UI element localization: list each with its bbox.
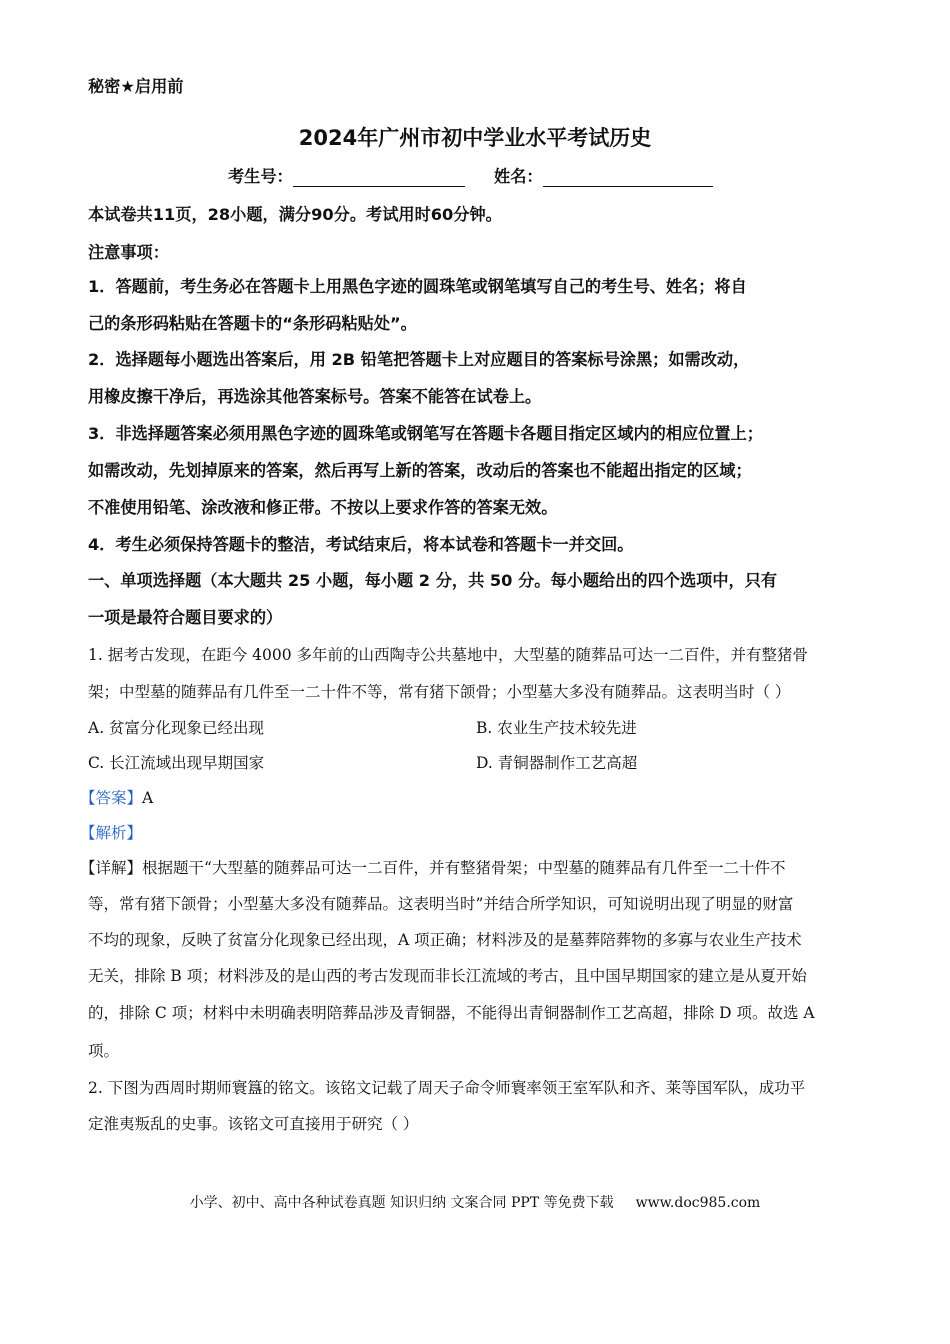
name-blank	[543, 168, 713, 187]
question-1-detail-line-1	[80, 858, 785, 878]
footer-url[interactable]: www.doc985.com	[635, 1195, 761, 1211]
question-1-stem-line-2: 架；中型墓的随葬品有几件至一二十件不等，常有猪下颌骨；小型墓大多没有随葬品。这表明当时（ ）	[88, 683, 791, 701]
notice-3-line-3: 不准使用铅笔、涂改液和修正带。不按以上要求作答的答案无效。	[88, 498, 558, 517]
question-1-detail-line-3: 不均的现象，反映了贫富分化现象已经出现，A 项正确；材料涉及的是墓葬陪葬物的多寡与农业生产技术	[88, 931, 802, 949]
exam-summary: 本试卷共11页，28小题，满分90分。考试用时60分钟。	[88, 205, 502, 224]
answer-value: A	[142, 789, 154, 807]
detail-text: 根据题干“大型墓的随葬品可达一二百件，并有整猪骨架；中型墓的随葬品有几件至一二十件不	[142, 859, 786, 877]
exam-number-label: 考生号：	[228, 167, 293, 186]
exam-title: 2024年广州市初中学业水平考试历史	[298, 126, 652, 150]
candidate-info-row	[228, 167, 713, 187]
question-1-option-a: A. 贫富分化现象已经出现	[88, 719, 265, 737]
name-label: 姓名：	[494, 167, 543, 186]
notice-2-line-1: 2．选择题每小题选出答案后，用 2B 铅笔把答题卡上对应题目的答案标号涂黑；如需改动，	[88, 350, 750, 369]
footer-text: 小学、初中、高中各种试卷真题 知识归纳 文案合同 PPT 等免费下载	[189, 1195, 614, 1211]
notice-3-line-1: 3．非选择题答案必须用黑色字迹的圆珠笔或钢笔写在答题卡各题目指定区域内的相应位置上；	[88, 424, 763, 443]
page-footer	[0, 1192, 950, 1212]
question-1-stem-line-1: 1. 据考古发现，在距今 4000 多年前的山西陶寺公共墓地中，大型墓的随葬品可达一二百件，并有整猪骨	[88, 646, 809, 664]
secret-label: 秘密★启用前	[88, 77, 184, 96]
question-2-stem-line-2: 定淮夷叛乱的史事。该铭文可直接用于研究（ ）	[88, 1115, 419, 1133]
exam-number-blank	[293, 168, 465, 187]
question-1-detail-line-2: 等，常有猪下颌骨；小型墓大多没有随葬品。这表明当时”并结合所学知识，可知说明出现了明显的财富	[88, 895, 794, 913]
analysis-tag: 【解析】	[80, 824, 143, 842]
question-1-option-c: C. 长江流域出现早期国家	[88, 754, 265, 772]
notice-2-line-2: 用橡皮擦干净后，再选涂其他答案标号。答案不能答在试卷上。	[88, 387, 542, 406]
notice-1-line-1: 1．答题前，考生务必在答题卡上用黑色字迹的圆珠笔或钢笔填写自己的考生号、姓名；将自	[88, 277, 747, 296]
question-1-detail-line-4: 无关，排除 B 项；材料涉及的是山西的考古发现而非长江流域的考古，且中国早期国家的建立是从夏开始	[88, 967, 807, 985]
notice-3-line-2: 如需改动，先划掉原来的答案，然后再写上新的答案，改动后的答案也不能超出指定的区域；	[88, 461, 752, 480]
notice-4: 4．考生必须保持答题卡的整洁，考试结束后，将本试卷和答题卡一并交回。	[88, 535, 634, 554]
section-heading-line-1: 一、单项选择题（本大题共 25 小题，每小题 2 分，共 50 分。每小题给出的四个选项中，只有	[88, 571, 778, 590]
section-heading-line-2: 一项是最符合题目要求的）	[88, 608, 283, 627]
question-1-detail-line-5: 的，排除 C 项；材料中未明确表明陪葬品涉及青铜器，不能得出青铜器制作工艺高超，排除 D 项。故选 A	[88, 1004, 815, 1022]
answer-tag: 【答案】	[80, 789, 143, 807]
question-1-answer	[80, 788, 153, 808]
notice-heading: 注意事项：	[88, 243, 169, 262]
question-1-option-b: B. 农业生产技术较先进	[476, 719, 637, 737]
detail-tag: 【详解】	[80, 859, 143, 877]
question-1-detail-line-6: 项。	[88, 1042, 120, 1060]
question-1-option-d: D. 青铜器制作工艺高超	[476, 754, 638, 772]
question-2-stem-line-1: 2. 下图为西周时期师寰簋的铭文。该铭文记载了周天子命令师寰率领王室军队和齐、莱等国军队，成功平	[88, 1079, 806, 1097]
notice-1-line-2: 己的条形码粘贴在答题卡的“条形码粘贴处”。	[88, 314, 417, 333]
